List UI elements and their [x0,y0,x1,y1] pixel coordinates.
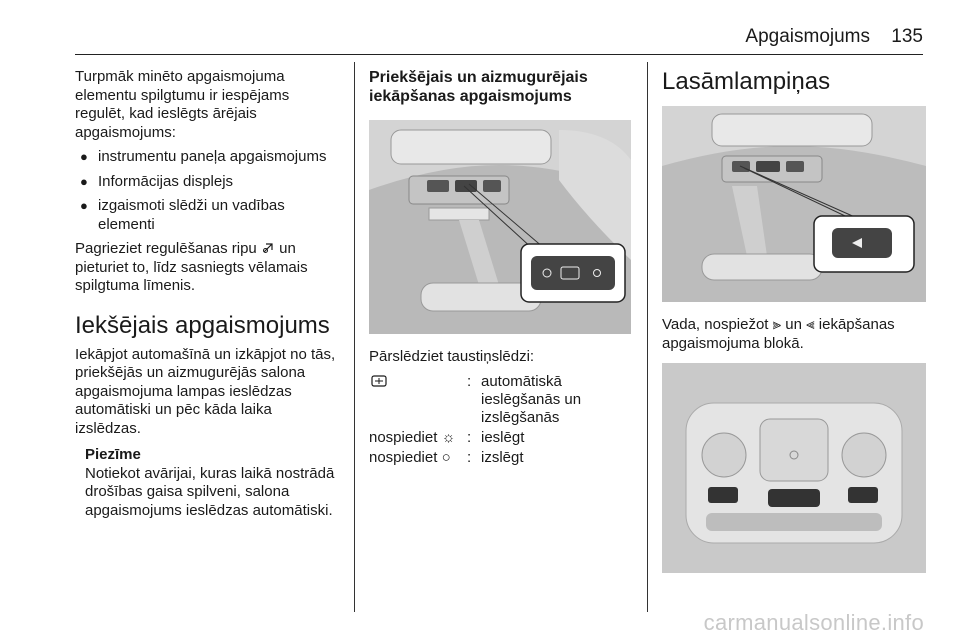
intro-paragraph: Turpmāk minēto apgaismojuma elementu spilgtumu ir iespējams regulēt, kad ieslēgts ārējais apgaismojums: [75,68,290,141]
option-value: izslēgt [481,448,524,466]
page-number: 135 [891,26,923,47]
list-item: ● Informācijas displejs [75,173,337,192]
turn-text-pre: Pagrieziet regulēšanas ripu [75,240,257,257]
turn-paragraph [75,240,337,296]
option-value: automātiskā ieslēgšanās un izslēgšanās [481,372,582,426]
page-header [0,26,960,56]
section-title: Iekšējais apgaismojums [75,311,330,339]
header-title: Apgaismojums [745,26,870,47]
left-reading-lamp-icon: ⫸ [772,316,782,333]
adjustable-list [75,148,337,234]
column-divider-2 [647,62,648,612]
table-row: nospiediet ○ : izslēgt [369,449,631,469]
column-divider-1 [354,62,355,612]
right-reading-lamp-icon: ⫷ [806,316,815,333]
overhead-panel-closeup-photo [662,363,926,573]
sun-icon: ☼ [441,428,456,446]
switch-options-table [369,373,631,469]
note-block [75,446,337,520]
reading-text-pre: Vada, nospiežot [662,316,769,333]
option-value: ieslēgt [481,428,525,446]
column-1 [75,68,337,520]
reading-lamp-paragraph [662,316,926,353]
switch-paragraph: Pārslēdziet taustiņslēdzi: [369,348,535,365]
door-light-icon [369,373,391,389]
reading-text-mid: un [785,316,802,333]
turn-text-post: un pieturiet to, līdz sasniegts vēlamais spilgtuma līmenis. [75,240,308,294]
entry-lighting-title: Priekšējais un aizmugurējais iekāpšanas apgaismojums [369,69,588,105]
brightness-dial-icon [261,241,275,255]
table-row: nospiediet ☼ : ieslēgt [369,429,631,449]
section-paragraph: Iekāpjot automašīnā un izkāpjot no tās, priekšējās un aizmugurējās salona apgaismojuma lampas ieslēdzas automātiski un pēc kāda laika izslēdzas. [75,345,336,437]
overhead-console-photo [369,120,631,334]
watermark: carmanualsonline.info [703,610,924,635]
list-item: ● instrumentu paneļa apgaismojums [75,148,337,167]
note-title: Piezīme [85,446,141,463]
table-row: : automātiskā ieslēgšanās un izslēgšanās [369,373,631,429]
header-rule [75,54,923,55]
note-text: Notiekot avārijai, kuras laikā nostrādā drošības gaisa spilveni, salona apgaismojums ieslēdzas automātiski. [85,464,335,519]
reading-text-post: iekāpšanas apgaismojuma blokā. [662,316,895,352]
option-key: nospiediet [369,448,438,466]
option-key: nospiediet [369,428,438,446]
column-3 [662,68,926,587]
off-circle-icon: ○ [441,448,451,466]
column-2 [369,68,631,469]
reading-lamps-title: Lasāmlampiņas [662,68,831,95]
list-item: ● izgaismoti slēdži un vadības elementi [75,197,337,234]
reading-lamp-console-photo [662,106,926,302]
